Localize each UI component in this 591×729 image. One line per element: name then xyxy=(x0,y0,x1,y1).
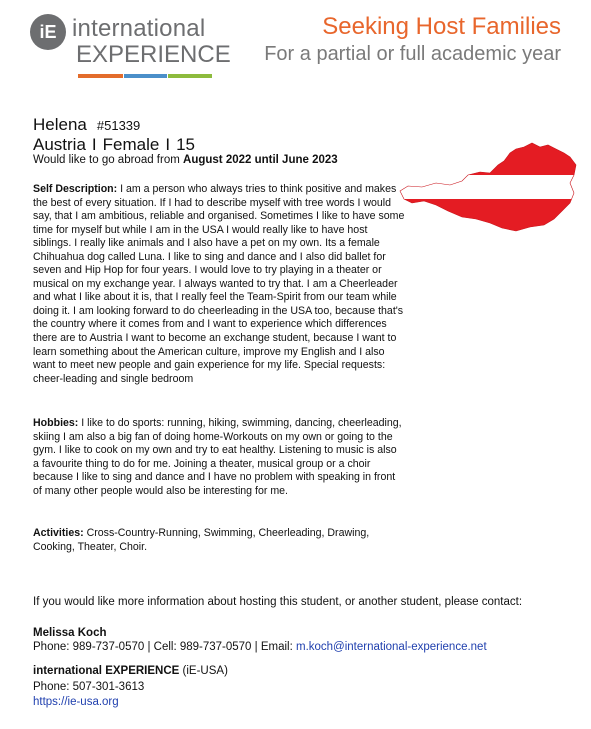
org-name: international EXPERIENCE xyxy=(33,665,180,677)
logo-wordmark-line2: EXPERIENCE xyxy=(76,41,231,68)
org-phone: Phone: 507-301-3613 xyxy=(33,681,145,693)
student-name-line xyxy=(33,115,140,136)
contact-email-link[interactable]: m.koch@international-experience.net xyxy=(295,641,487,653)
logo-bar-orange xyxy=(78,74,123,78)
org-abbrev: (iE-USA) xyxy=(182,665,228,677)
activities-text: Cross-Country-Running, Swimming, Cheerleading, Drawing, Cooking, Theater, Choir. xyxy=(33,527,370,553)
activities-section xyxy=(33,527,405,554)
logo-mark: iE xyxy=(39,22,57,42)
abroad-period-line xyxy=(33,153,338,168)
self-description-section xyxy=(33,183,405,386)
hobbies-label: Hobbies: xyxy=(33,417,79,429)
org-name-line xyxy=(33,664,228,679)
activities-label: Activities: xyxy=(33,527,84,539)
contact-line xyxy=(33,640,487,655)
hobbies-text: I like to do sports: running, hiking, swimming, dancing, cheerleading, skiing I am also a big fan of doing home-Workouts on my own or going to the gym. I like to cook on my own and try to eat healthy. Listening to music is also a favourite thing to do for me. Joining a theater, musical group or a choir because I like to sing and dance and I have no problem with speaking in front of many other people would also be interesting for me. xyxy=(33,417,402,497)
page-subtitle: For a partial or full academic year xyxy=(264,43,561,65)
austria-flag-map-icon xyxy=(398,141,578,233)
student-gender: Female xyxy=(102,135,160,154)
logo-bar-green xyxy=(168,74,212,78)
org-website-link[interactable]: https://ie-usa.org xyxy=(33,696,119,708)
logo-wordmark-line1: international xyxy=(72,15,206,42)
page-title: Seeking Host Families xyxy=(322,13,561,40)
contact-intro: If you would like more information about hosting this student, or another student, please contact: xyxy=(33,596,523,608)
contact-phones: Phone: 989-737-0570 | Cell: 989-737-0570 | Email: xyxy=(33,641,296,653)
student-country: Austria xyxy=(33,135,86,154)
hobbies-section xyxy=(33,417,405,498)
contact-name: Melissa Koch xyxy=(33,627,107,639)
student-id: #51339 xyxy=(96,118,141,133)
self-description-label: Self Description: xyxy=(33,183,118,195)
separator: I xyxy=(165,135,171,154)
logo-bar-blue xyxy=(124,74,167,78)
student-age: 15 xyxy=(176,135,195,154)
abroad-period: August 2022 until June 2023 xyxy=(183,154,338,166)
abroad-prefix: Would like to go abroad from xyxy=(33,154,180,166)
self-description-text: I am a person who always tries to think positive and makes the best of every situation. If I had to describe myself with tree words I would say, that I am ambitious, reliable and organised. Sometimes I like to have some time for myself but while I am in the USA I would really like to have host siblings. I really like animals and I also have a pet on my own. Its a female Chihuahua dog called Luna. I like to sing and dance and I also did ballet for seven and Hip Hop for four years. I would love to try playing in a theater or musical on my exchange year. I always wanted to try that. I am a Cheerleader and what I like about it is, that I really feel the Team-Spirit from our team while doing it. I am looking forward to do cheerleading in the USA too, because that's the country where it comes from and I want to experience which differences there are to Austria I want to become an exchange student, because I want to learn something about the American culture, improve my English and I also want to meet new people and gain experience for my life. Special requests: cheer-leading and single bedroom xyxy=(33,183,405,385)
student-name: Helena xyxy=(33,115,87,134)
separator: I xyxy=(91,135,97,154)
